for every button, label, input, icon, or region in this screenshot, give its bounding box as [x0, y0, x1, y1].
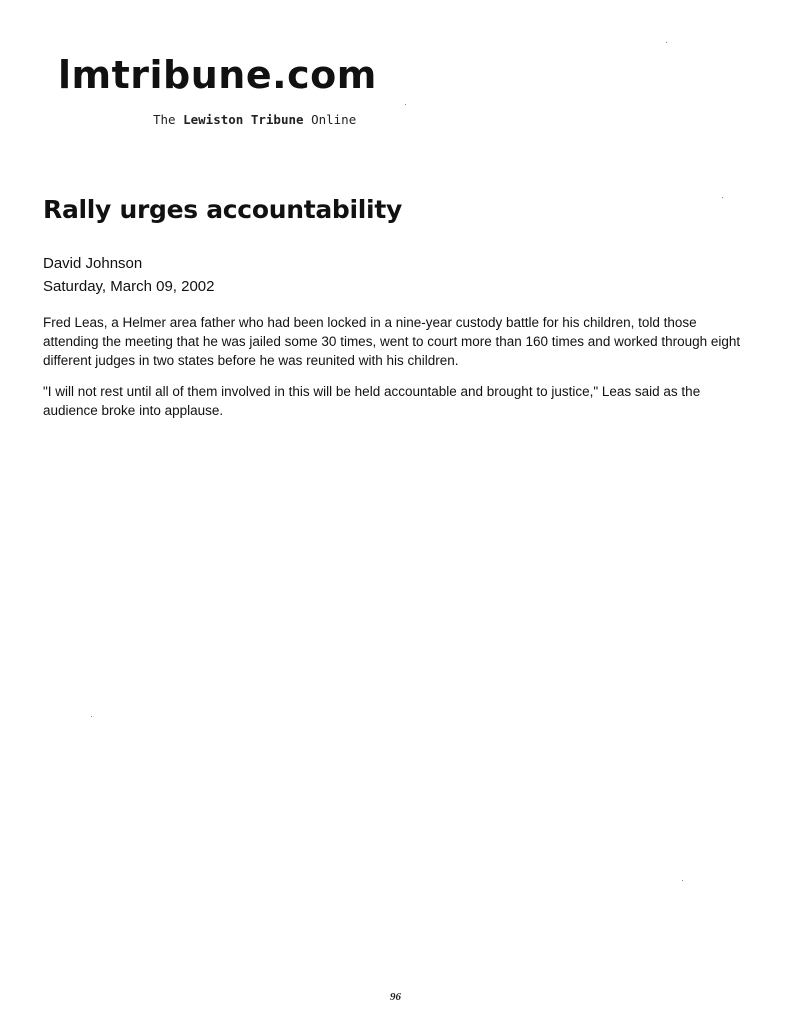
tagline-prefix: The	[153, 112, 176, 127]
tagline-suffix: Online	[311, 112, 357, 127]
article-body	[43, 313, 743, 432]
article-headline: Rally urges accountability	[43, 195, 402, 224]
scan-speck	[666, 42, 667, 43]
site-tagline	[153, 112, 356, 128]
article-paragraph: Fred Leas, a Helmer area father who had been locked in a nine-year custody battle for his children, told those attending the meeting that he was jailed some 30 times, went to court more than 160 times and worked through eight different judges in two states before he was reunited with his children.	[43, 315, 741, 368]
scan-speck	[682, 880, 683, 881]
scan-speck	[405, 104, 406, 105]
scan-speck	[722, 197, 723, 198]
tagline-paper-name: Lewiston Tribune	[183, 112, 304, 127]
article-paragraph: "I will not rest until all of them involved in this will be held accountable and brought to justice," Leas said as the audience broke into applause.	[43, 384, 701, 418]
page-number: 96	[390, 991, 401, 1003]
site-masthead: lmtribune.com	[58, 53, 377, 97]
article-date: Saturday, March 09, 2002	[43, 278, 215, 295]
scan-speck	[91, 716, 92, 717]
article-author: David Johnson	[43, 255, 143, 272]
